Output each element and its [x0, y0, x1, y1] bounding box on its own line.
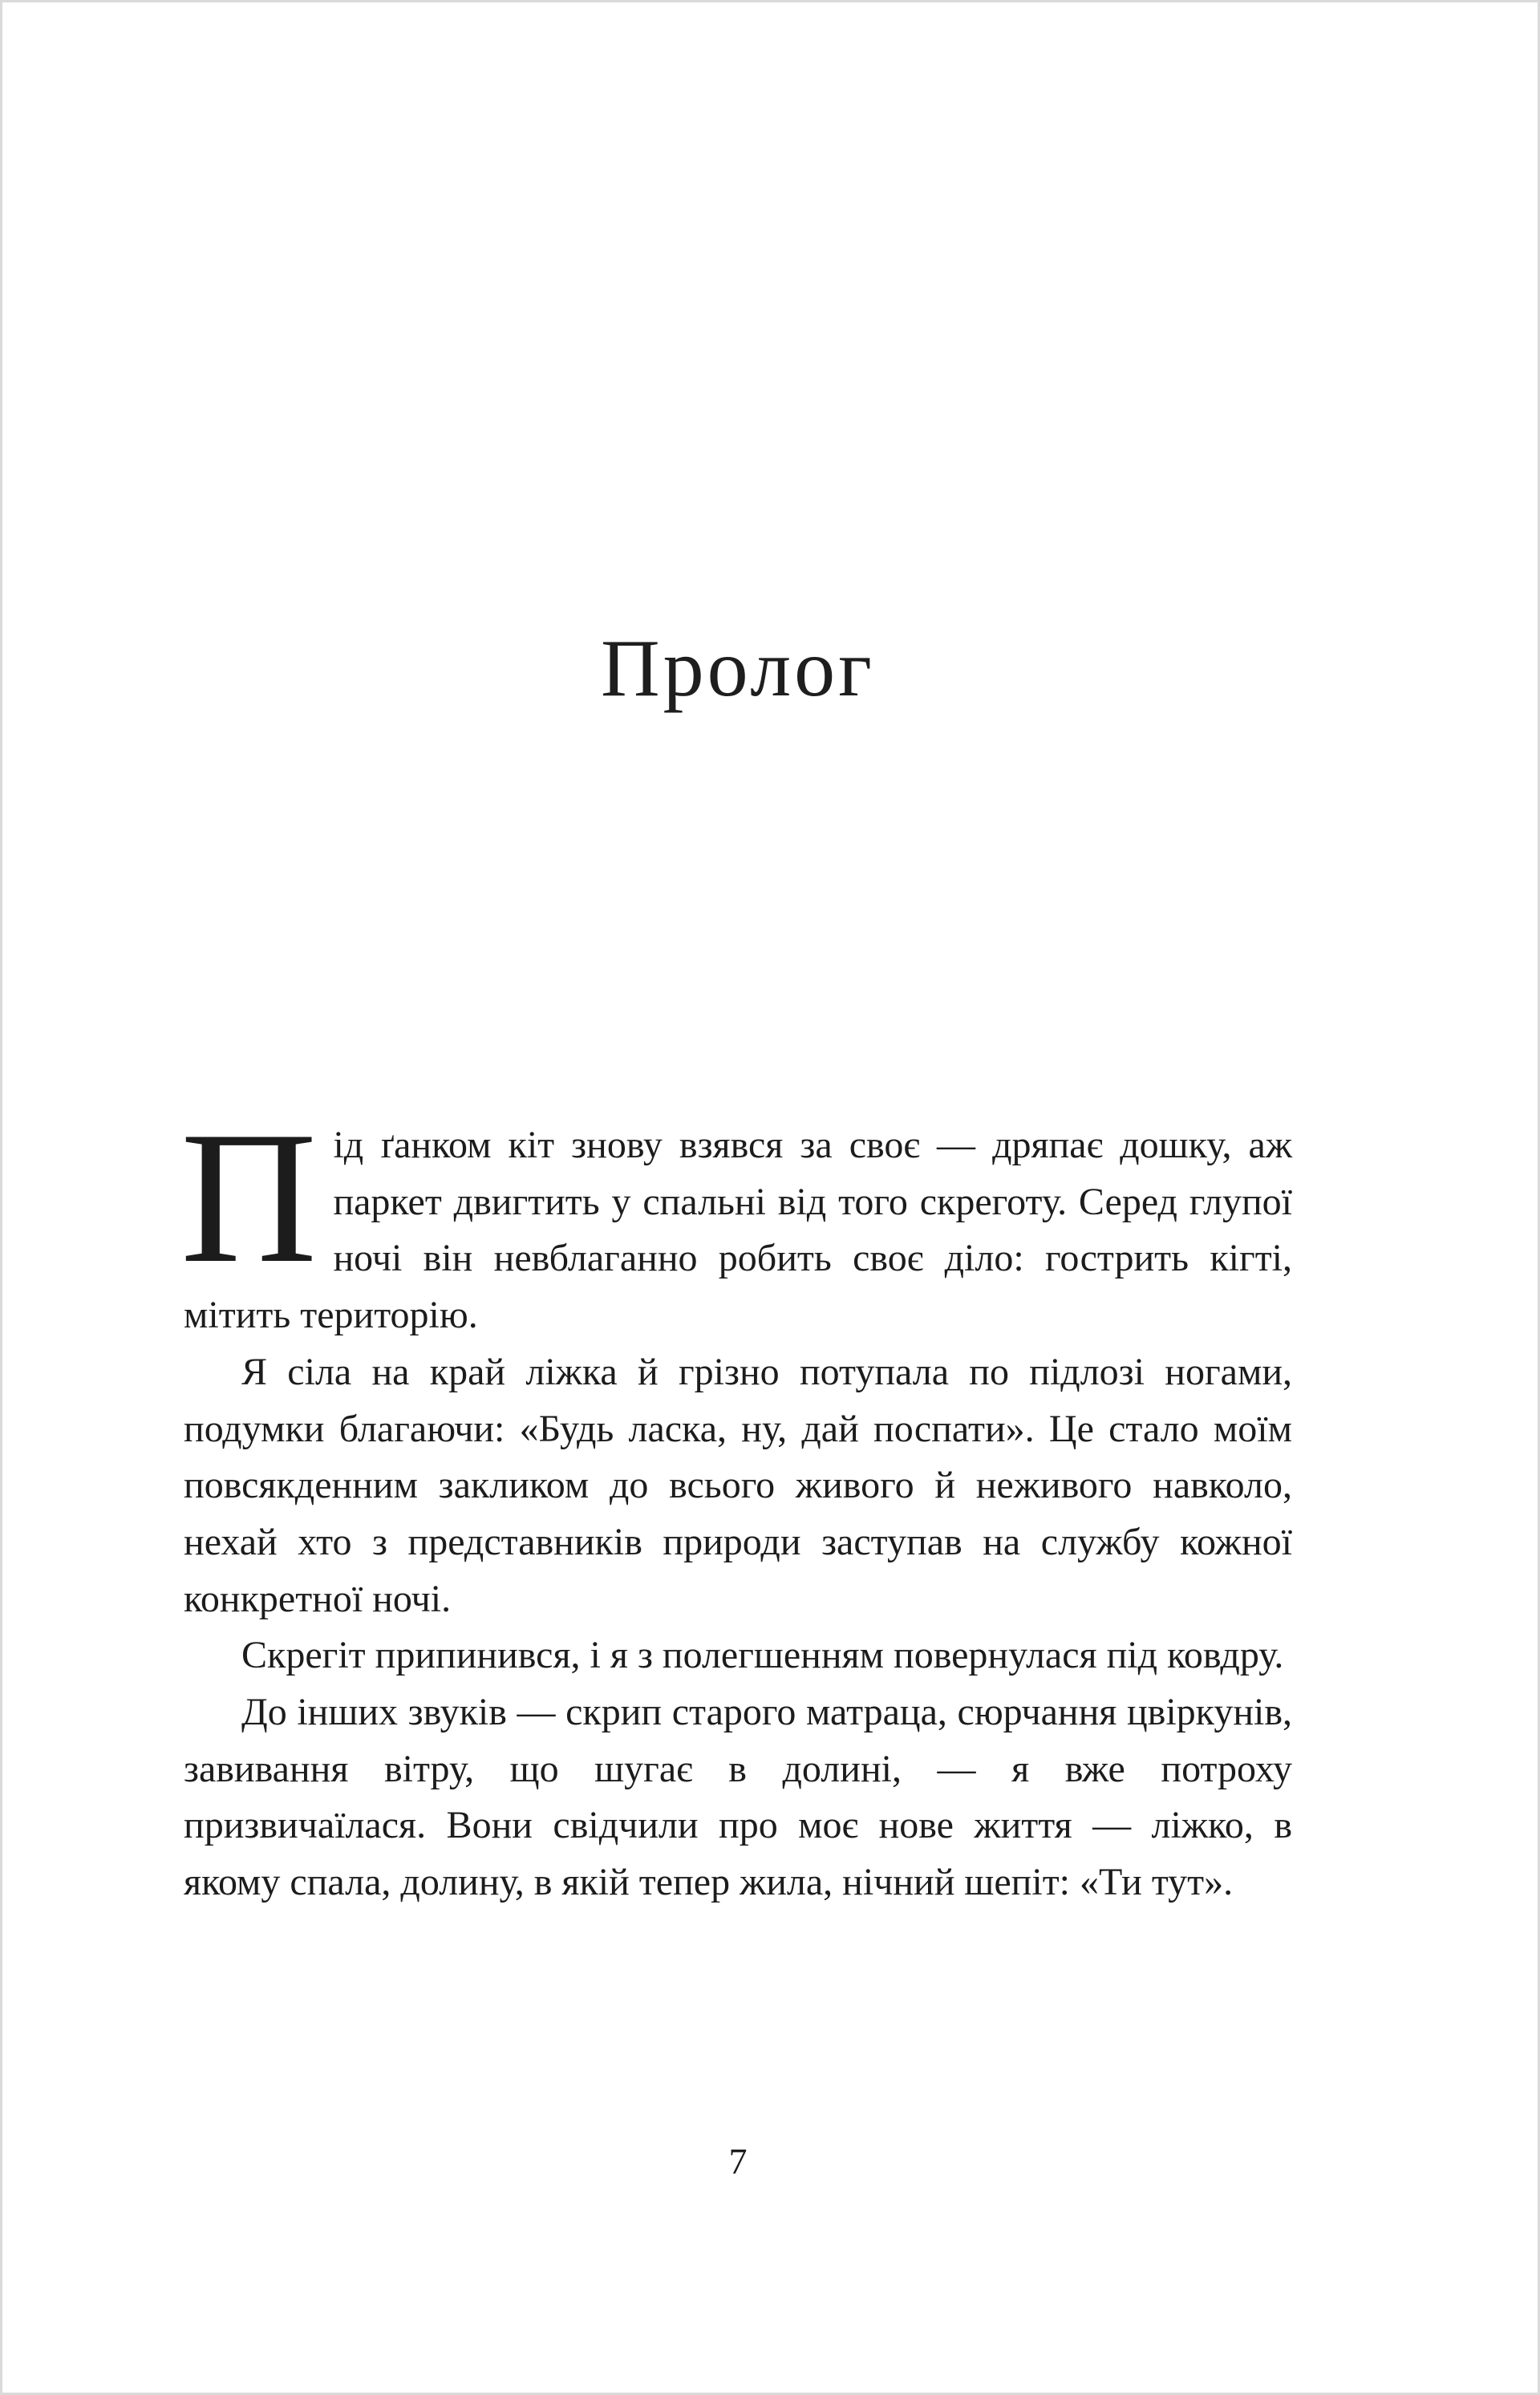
chapter-title: Пролог — [600, 623, 876, 714]
paragraph: До інших звуків — скрип старого матраца, сюрчання цвіркунів, завивання вітру, що шугає в долині, — я вже потроху призвичаїлася. Вони свідчили про моє нове життя — ліжко, в якому спала, долину, в якій тепер жила, нічний шепіт: «Ти тут». — [184, 1691, 1292, 1904]
first-paragraph-text: ід ґанком кіт знову взявся за своє — дряпає дошку, аж паркет двигтить у спальні від того скреготу. Серед глупої ночі він невблаганно робить своє діло: гострить кігті, мітить територію. — [184, 1124, 1292, 1337]
chapter-body — [180, 1093, 1292, 1911]
drop-cap: П — [180, 1093, 318, 1303]
paragraph: Скрегіт припинився, і я з полегшенням повернулася під ковдру. — [241, 1634, 1284, 1677]
page-number: 7 — [728, 2141, 748, 2182]
paragraph: Я сіла на край ліжка й грізно потупала по підлозі ногами, подумки благаючи: «Будь ласка, ну, дай поспати». Це стало моїм повсякденним закликом до всього живого й неживого навколо, нехай хто з представників природи заступав на службу кожної конкретної ночі. — [184, 1350, 1292, 1620]
first-paragraph — [180, 1093, 1292, 1344]
